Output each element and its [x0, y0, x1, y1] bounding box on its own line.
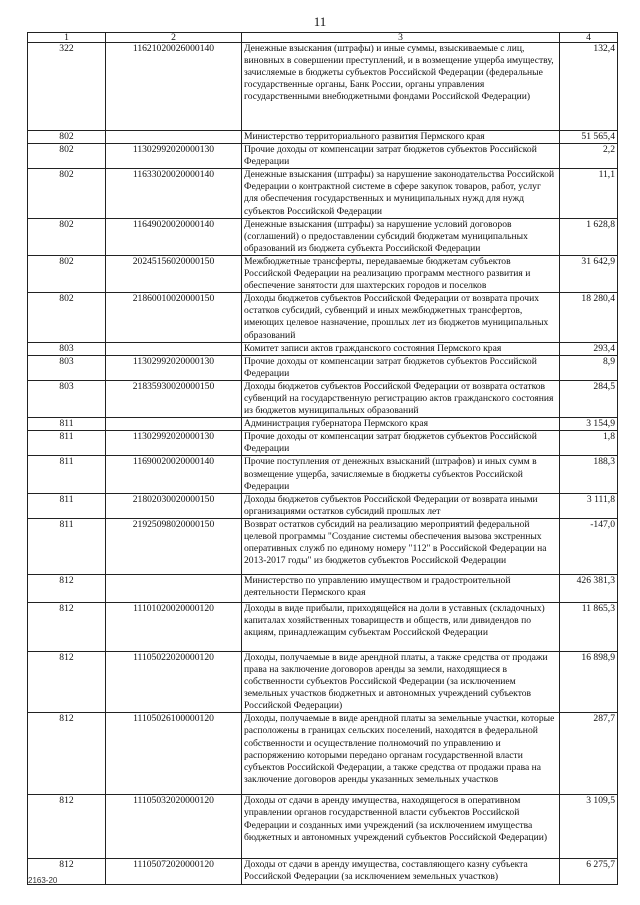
table-row — [28, 431, 618, 456]
amount-cell: 51 565,4 — [560, 131, 618, 144]
column-number-4: 4 — [560, 33, 618, 43]
admin-code-cell: 802 — [28, 293, 106, 342]
revenue-code-cell: 11302992020000130 — [106, 144, 242, 169]
revenue-code-cell: 11690020020000140 — [106, 456, 242, 493]
amount-cell: 8,9 — [560, 355, 618, 380]
table-row — [28, 456, 618, 493]
amount-cell: 188,3 — [560, 456, 618, 493]
revenue-code-cell: 11649020020000140 — [106, 218, 242, 255]
revenue-code-cell: 11302992020000130 — [106, 431, 242, 456]
admin-code-cell: 812 — [28, 651, 106, 712]
table-row — [28, 131, 618, 144]
amount-cell: 3 109,5 — [560, 795, 618, 859]
table-row — [28, 713, 618, 795]
table-row — [28, 218, 618, 255]
table-row — [28, 380, 618, 417]
amount-cell: 132,4 — [560, 43, 618, 131]
revenue-name-cell: Администрация губернатора Пермского края — [242, 418, 560, 431]
table-row — [28, 651, 618, 712]
revenue-name-cell: Доходы бюджетов субъектов Российской Федерации от возврата иными организациями остатков субсидий прошлых лет — [242, 493, 560, 518]
document-code: 2163-20 — [28, 876, 58, 885]
revenue-code-cell: 21802030020000150 — [106, 493, 242, 518]
revenue-name-cell: Прочие поступления от денежных взысканий (штрафов) и иных сумм в возмещение ущерба, зачисляемые в бюджеты субъектов Российской Федерации — [242, 456, 560, 493]
table-header-row — [28, 33, 618, 43]
table-row — [28, 574, 618, 602]
revenue-code-cell: 21835930020000150 — [106, 380, 242, 417]
amount-cell: 2,2 — [560, 144, 618, 169]
page-number: 11 — [313, 14, 327, 29]
revenue-name-cell: Доходы от сдачи в аренду имущества, составляющего казну субъекта Российской Федерации (за исключением земельных участков) — [242, 859, 560, 884]
admin-code-cell: 812 — [28, 713, 106, 795]
amount-cell: 293,4 — [560, 342, 618, 355]
table-row — [28, 169, 618, 218]
revenue-name-cell: Комитет записи актов гражданского состояния Пермского края — [242, 342, 560, 355]
revenue-code-cell: 21860010020000150 — [106, 293, 242, 342]
amount-cell: 3 111,8 — [560, 493, 618, 518]
revenue-code-cell: 11302992020000130 — [106, 355, 242, 380]
admin-code-cell: 803 — [28, 355, 106, 380]
table-row — [28, 255, 618, 292]
table-row — [28, 493, 618, 518]
admin-code-cell: 802 — [28, 144, 106, 169]
admin-code-cell: 322 — [28, 43, 106, 131]
revenue-name-cell: Доходы бюджетов субъектов Российской Федерации от возврата остатков субвенций на государственную регистрацию актов гражданского состояния из бюджетов муниципальных образований — [242, 380, 560, 417]
amount-cell: -147,0 — [560, 518, 618, 574]
column-number-1: 1 — [28, 33, 106, 43]
revenue-name-cell: Доходы в виде прибыли, приходящейся на доли в уставных (складочных) капиталах хозяйственных товариществ и обществ, или дивидендов по акциям, принадлежащим субъектам Российской Федерации — [242, 602, 560, 651]
revenue-code-cell: 11633020020000140 — [106, 169, 242, 218]
revenue-code-cell — [106, 131, 242, 144]
revenue-name-cell: Прочие доходы от компенсации затрат бюджетов субъектов Российской Федерации — [242, 144, 560, 169]
revenue-code-cell — [106, 574, 242, 602]
amount-cell: 284,5 — [560, 380, 618, 417]
amount-cell: 3 154,9 — [560, 418, 618, 431]
admin-code-cell: 812 — [28, 574, 106, 602]
revenue-name-cell: Денежные взыскания (штрафы) за нарушение условий договоров (соглашений) о предоставлении субсидий бюджетам муниципальных образований из бюджета субъекта Российской Федерации — [242, 218, 560, 255]
table-row — [28, 602, 618, 651]
table-row — [28, 795, 618, 859]
revenue-name-cell: Прочие доходы от компенсации затрат бюджетов субъектов Российской Федерации — [242, 355, 560, 380]
revenue-name-cell: Доходы, получаемые в виде арендной платы за земельные участки, которые расположены в границах сельских поселений, находятся в федеральной собственности и осуществление полномочий по управлению и распоряжению которыми передано органам государственной власти субъектов Российской Федерации, а также средства от продажи права на заключение договоров аренды указанных земельных участков — [242, 713, 560, 795]
revenue-name-cell: Межбюджетные трансферты, передаваемые бюджетам субъектов Российской Федерации на реализацию программ местного развития и обеспечение занятости для шахтерских городов и поселков — [242, 255, 560, 292]
admin-code-cell: 812 — [28, 602, 106, 651]
table-row — [28, 518, 618, 574]
column-number-2: 2 — [106, 33, 242, 43]
admin-code-cell: 811 — [28, 418, 106, 431]
revenue-name-cell: Денежные взыскания (штрафы) и иные суммы, взыскиваемые с лиц, виновных в совершении преступлений, и в возмещение ущерба имуществу, зачисляемые в бюджеты субъектов Российской Федерации (федеральные государственные органы, Банк России, органы управления государственными внебюджетными фондами Российской Федерации) — [242, 43, 560, 131]
amount-cell: 287,7 — [560, 713, 618, 795]
amount-cell: 1 628,8 — [560, 218, 618, 255]
admin-code-cell: 802 — [28, 218, 106, 255]
revenue-code-cell: 11621020026000140 — [106, 43, 242, 131]
revenue-code-cell — [106, 342, 242, 355]
revenue-name-cell: Доходы, получаемые в виде арендной платы, а также средства от продажи права на заключение договоров аренды за земли, находящиеся в собственности субъектов Российской Федерации (за исключением земельных участков бюджетных и автономных учреждений субъектов Российской Федерации) — [242, 651, 560, 712]
amount-cell: 11 865,3 — [560, 602, 618, 651]
revenue-name-cell: Возврат остатков субсидий на реализацию мероприятий федеральной целевой программы "Создание системы обеспечения вызова экстренных оперативных служб по единому номеру "112" в Российской Федерации на 2013-2017 годы" из бюджетов субъектов Российской Федерации — [242, 518, 560, 574]
admin-code-cell: 803 — [28, 342, 106, 355]
amount-cell: 426 381,3 — [560, 574, 618, 602]
amount-cell: 6 275,7 — [560, 859, 618, 884]
revenue-name-cell: Доходы от сдачи в аренду имущества, находящегося в оперативном управлении органов государственной власти субъектов Российской Федерации и созданных ими учреждений (за исключением имущества бюджетных и автономных учреждений субъектов Российской Федерации) — [242, 795, 560, 859]
table-row — [28, 43, 618, 131]
admin-code-cell: 811 — [28, 431, 106, 456]
amount-cell: 18 280,4 — [560, 293, 618, 342]
table-row — [28, 144, 618, 169]
revenue-code-cell — [106, 418, 242, 431]
amount-cell: 16 898,9 — [560, 651, 618, 712]
table-row — [28, 355, 618, 380]
admin-code-cell: 811 — [28, 456, 106, 493]
amount-cell: 11,1 — [560, 169, 618, 218]
column-number-3: 3 — [242, 33, 560, 43]
revenue-name-cell: Министерство по управлению имуществом и градостроительной деятельности Пермского края — [242, 574, 560, 602]
revenue-name-cell: Доходы бюджетов субъектов Российской Федерации от возврата прочих остатков субсидий, субвенций и иных межбюджетных трансфертов, имеющих целевое назначение, прошлых лет из бюджетов муниципальных образований — [242, 293, 560, 342]
admin-code-cell: 811 — [28, 518, 106, 574]
revenue-code-cell: 21925098020000150 — [106, 518, 242, 574]
revenue-code-cell: 20245156020000150 — [106, 255, 242, 292]
table-row — [28, 342, 618, 355]
admin-code-cell: 802 — [28, 255, 106, 292]
admin-code-cell: 802 — [28, 131, 106, 144]
amount-cell: 1,8 — [560, 431, 618, 456]
revenue-name-cell: Прочие доходы от компенсации затрат бюджетов субъектов Российской Федерации — [242, 431, 560, 456]
table-row — [28, 859, 618, 884]
revenue-code-cell: 11101020020000120 — [106, 602, 242, 651]
revenue-code-cell: 11105022020000120 — [106, 651, 242, 712]
revenue-code-cell: 11105032020000120 — [106, 795, 242, 859]
revenue-name-cell: Министерство территориального развития Пермского края — [242, 131, 560, 144]
admin-code-cell: 802 — [28, 169, 106, 218]
admin-code-cell: 811 — [28, 493, 106, 518]
admin-code-cell: 812 — [28, 795, 106, 859]
revenue-name-cell: Денежные взыскания (штрафы) за нарушение законодательства Российской Федерации о контрактной системе в сфере закупок товаров, работ, услуг для обеспечения государственных и муниципальных нужд для нужд субъектов Российской Федерации — [242, 169, 560, 218]
admin-code-cell: 803 — [28, 380, 106, 417]
table-row — [28, 293, 618, 342]
revenue-code-cell: 11105026100000120 — [106, 713, 242, 795]
revenue-code-cell: 11105072020000120 — [106, 859, 242, 884]
table-row — [28, 418, 618, 431]
revenue-table — [27, 32, 618, 885]
amount-cell: 31 642,9 — [560, 255, 618, 292]
admin-code-cell: 812 — [28, 859, 106, 884]
